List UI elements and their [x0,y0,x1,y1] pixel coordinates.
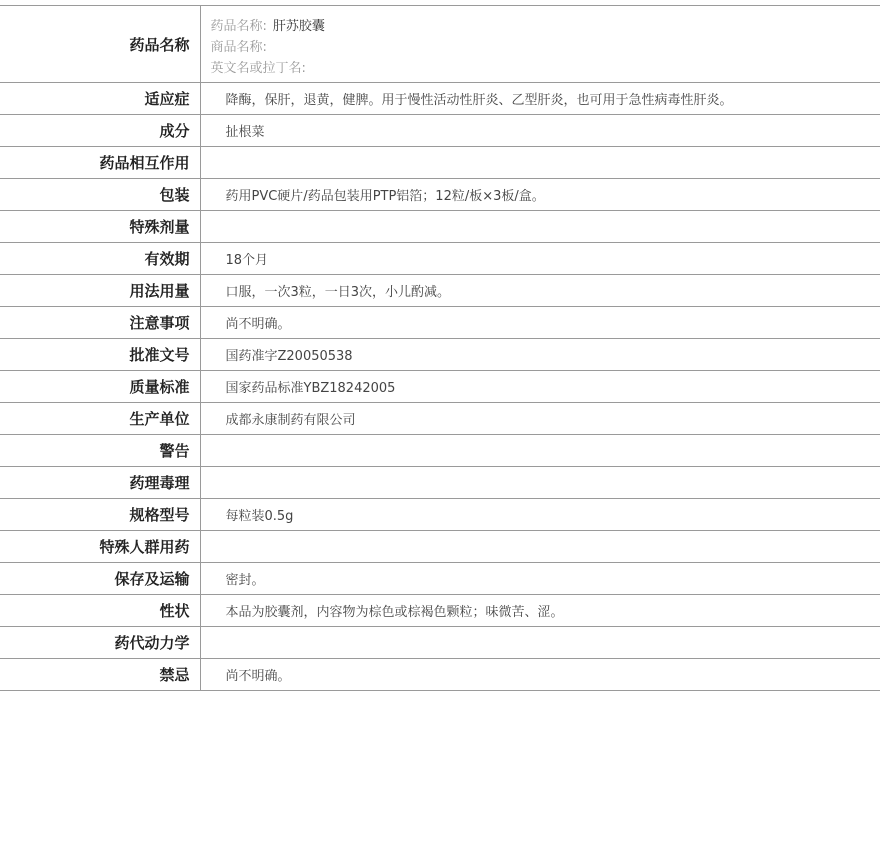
english-name-label: 英文名或拉丁名: [210,61,306,76]
row-label: 药代动力学 [0,627,200,659]
row-label: 生产单位 [0,403,200,435]
row-label: 特殊剂量 [0,211,200,243]
table-row [0,563,880,595]
row-value: 国药准字Z20050538 [200,339,880,371]
drug-info-table [0,5,880,691]
row-value: 成都永康制药有限公司 [200,403,880,435]
row-label: 药品相互作用 [0,147,200,179]
generic-name-label: 药品名称: [210,19,267,34]
row-value: 18个月 [200,243,880,275]
row-label: 警告 [0,435,200,467]
row-label: 药理毒理 [0,467,200,499]
blank-area [0,691,880,841]
row-value: 降酶，保肝，退黄，健脾。用于慢性活动性肝炎、乙型肝炎，也可用于急性病毒性肝炎。 [200,83,880,115]
row-label: 包装 [0,179,200,211]
row-label: 保存及运输 [0,563,200,595]
generic-name-line [211,16,880,37]
row-label: 有效期 [0,243,200,275]
row-label: 质量标准 [0,371,200,403]
table-row [0,659,880,691]
row-label: 成分 [0,115,200,147]
table-row [0,211,880,243]
row-value: 扯根菜 [200,115,880,147]
row-label: 药品名称 [0,6,200,83]
row-label: 批准文号 [0,339,200,371]
trade-name-label: 商品名称: [210,40,267,55]
table-row [0,179,880,211]
table-row [0,243,880,275]
table-row [0,307,880,339]
row-label: 注意事项 [0,307,200,339]
table-row [0,435,880,467]
row-label: 性状 [0,595,200,627]
row-value: 尚不明确。 [200,659,880,691]
row-value: 药用PVC硬片/药品包装用PTP铝箔；12粒/板×3板/盒。 [200,179,880,211]
row-label: 规格型号 [0,499,200,531]
row-label: 用法用量 [0,275,200,307]
trade-name-line [211,37,880,58]
table-row [0,499,880,531]
generic-name-value: 肝苏胶囊 [272,19,325,34]
row-label: 特殊人群用药 [0,531,200,563]
table-row [0,147,880,179]
row-value: 本品为胶囊剂，内容物为棕色或棕褐色颗粒；味微苦、涩。 [200,595,880,627]
row-value [200,627,880,659]
row-value: 尚不明确。 [200,307,880,339]
row-label: 适应症 [0,83,200,115]
row-value [200,467,880,499]
drug-names-cell [200,6,880,83]
table-row [0,275,880,307]
table-row [0,115,880,147]
table-row [0,339,880,371]
table-row-drug-names [0,6,880,83]
row-value: 国家药品标准YBZ18242005 [200,371,880,403]
english-name-line [211,58,880,79]
table-row [0,371,880,403]
table-row [0,403,880,435]
row-value [200,211,880,243]
table-row [0,83,880,115]
row-value: 密封。 [200,563,880,595]
row-value: 每粒装0.5g [200,499,880,531]
table-row [0,595,880,627]
row-value [200,147,880,179]
row-value [200,531,880,563]
table-row [0,627,880,659]
table-row [0,467,880,499]
row-label: 禁忌 [0,659,200,691]
table-row [0,531,880,563]
row-value: 口服，一次3粒，一日3次，小儿酌减。 [200,275,880,307]
row-value [200,435,880,467]
